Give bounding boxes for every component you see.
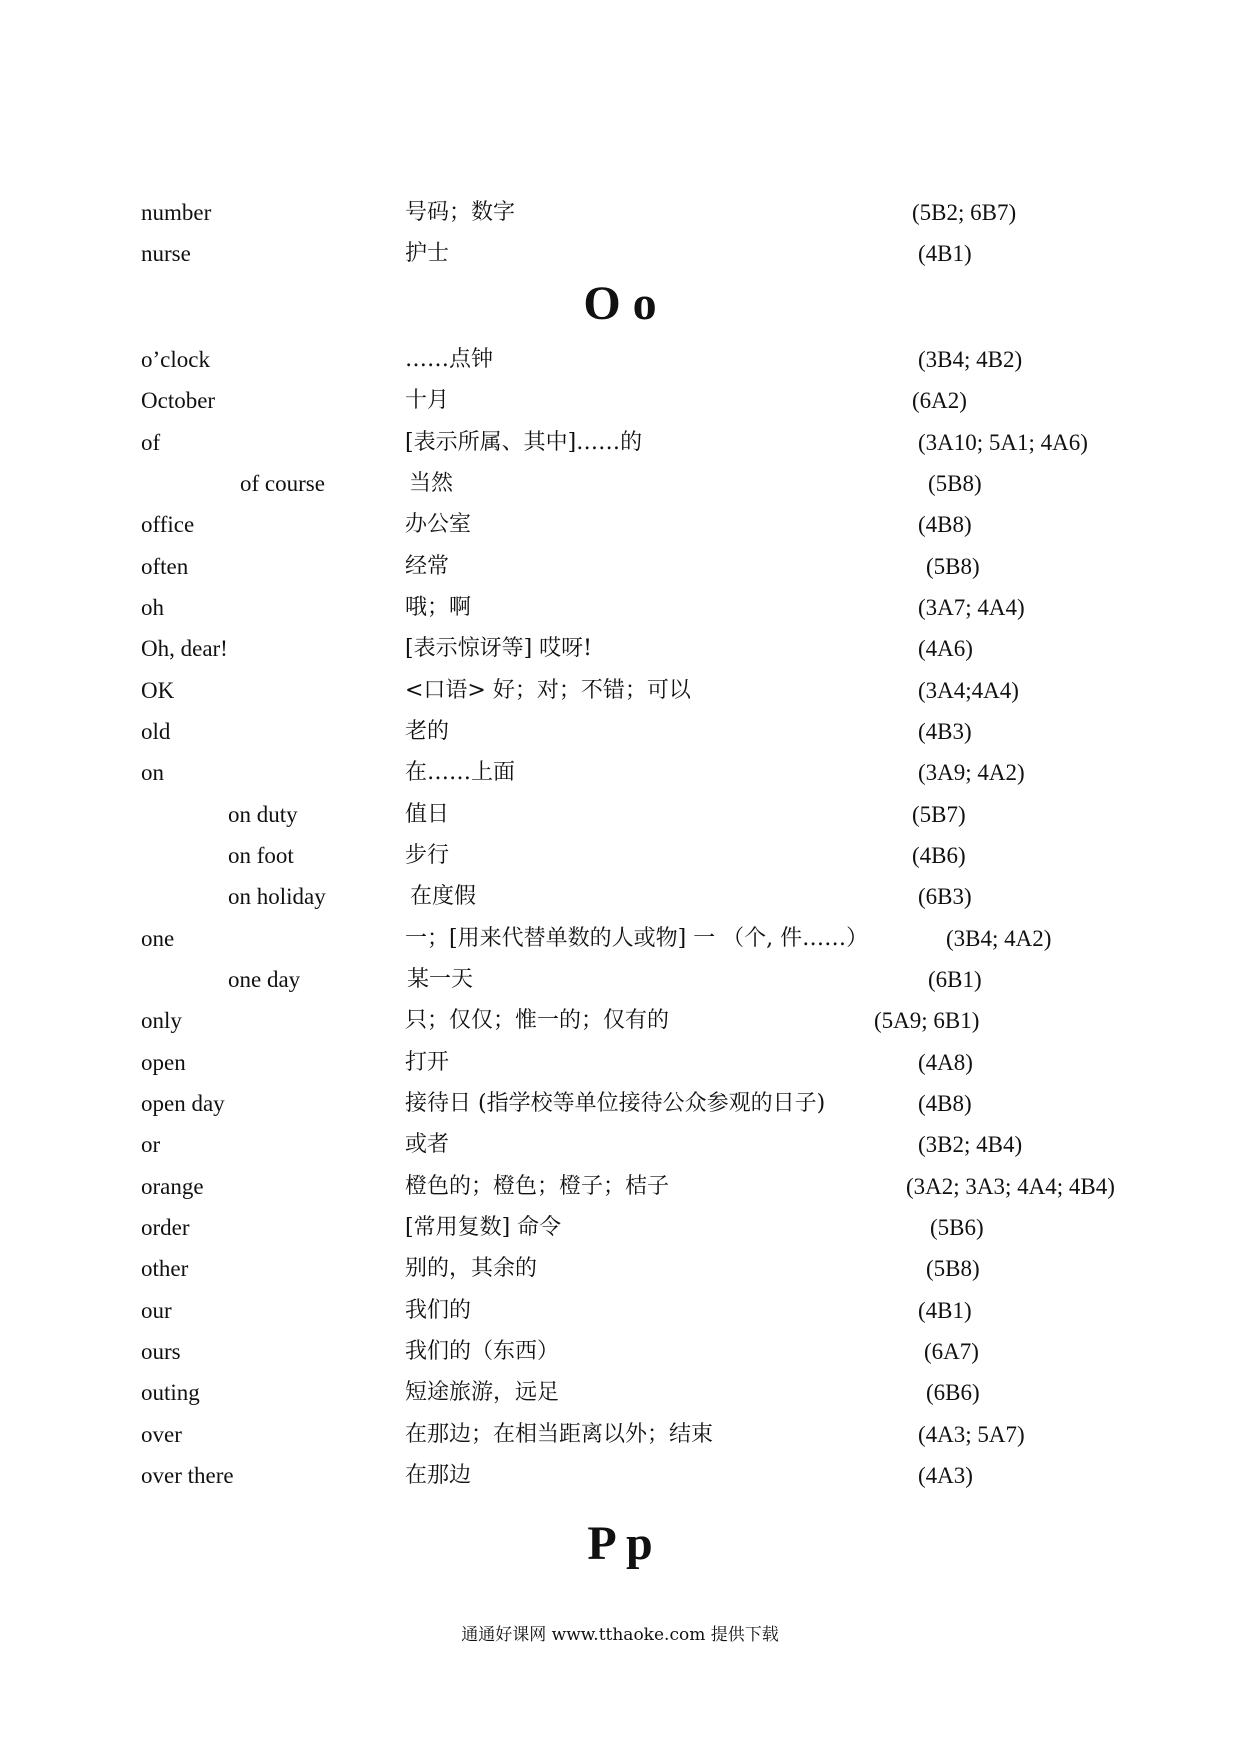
entry-row (0, 381, 1240, 421)
entry-row (0, 1332, 1240, 1372)
entry-word: nurse (141, 241, 191, 266)
entry-word: over there (141, 1463, 234, 1488)
entry-meaning: 我们的 (405, 1298, 472, 1323)
entry-ref: (4A3) (918, 1463, 973, 1488)
entry-ref: (6B1) (928, 967, 982, 992)
entry-row (0, 671, 1240, 711)
entry-ref: (3A7; 4A4) (918, 595, 1025, 620)
entry-row (0, 919, 1240, 959)
entry-row (0, 1043, 1240, 1083)
entry-meaning: 老的 (405, 719, 450, 744)
entry-row (0, 505, 1240, 545)
entry-word: of course (240, 471, 325, 496)
entry-row (0, 877, 1240, 917)
entry-ref: (6B3) (918, 884, 972, 909)
entry-row (0, 1208, 1240, 1248)
entry-word: October (141, 388, 216, 413)
entry-word: office (141, 512, 195, 537)
entry-row (0, 1167, 1240, 1207)
entry-meaning: 我们的（东西） (405, 1339, 560, 1364)
entry-meaning: 步行 (405, 843, 450, 868)
entry-ref: (3A2; 3A3; 4A4; 4B4) (906, 1174, 1115, 1199)
entry-row (0, 234, 1240, 274)
entry-meaning: 只；仅仅；惟一的；仅有的 (405, 1008, 670, 1033)
letter-heading: O o (583, 277, 657, 330)
entry-ref: (5B2; 6B7) (912, 200, 1017, 225)
entry-word: only (141, 1008, 182, 1033)
entry-ref: (5B7) (912, 802, 966, 827)
entry-ref: (4B1) (918, 241, 972, 266)
entry-meaning: 短途旅游，远足 (405, 1380, 560, 1405)
page-footer: 通通好课网 www.tthaoke.com 提供下载 (461, 1625, 779, 1645)
entry-word: Oh, dear! (141, 636, 228, 661)
entry-meaning: 橙色的；橙色；橙子；桔子 (405, 1174, 670, 1199)
entry-ref: (4A8) (918, 1050, 973, 1075)
letter-heading: P p (587, 1517, 653, 1570)
entry-meaning: 办公室 (405, 512, 472, 537)
entry-row (0, 1415, 1240, 1455)
entry-meaning: [常用复数] 命令 (405, 1215, 562, 1240)
entry-word: our (141, 1298, 172, 1323)
entry-row (0, 712, 1240, 752)
entry-word: on (141, 760, 164, 785)
entry-meaning: 十月 (405, 388, 450, 413)
entry-word: outing (141, 1380, 200, 1405)
entry-meaning: 号码；数字 (405, 200, 516, 225)
entry-ref: (4A3; 5A7) (918, 1422, 1025, 1447)
entry-meaning: 在度假 (410, 884, 477, 909)
entry-row (0, 753, 1240, 793)
entry-word: OK (141, 678, 175, 703)
entry-word: on duty (228, 802, 298, 827)
entry-ref: (6A7) (924, 1339, 979, 1364)
entry-ref: (3B4; 4A2) (946, 926, 1052, 951)
entry-meaning: 值日 (405, 802, 450, 827)
entry-ref: (4A6) (918, 636, 973, 661)
entry-row (0, 1291, 1240, 1331)
entry-ref: (4B3) (918, 719, 972, 744)
entry-word: oh (141, 595, 164, 620)
entry-ref: (5B8) (926, 554, 980, 579)
entry-row (0, 423, 1240, 463)
entry-word: one (141, 926, 175, 951)
entry-meaning: 别的，其余的 (405, 1256, 538, 1281)
entry-row (0, 193, 1240, 233)
entry-row (0, 588, 1240, 628)
entry-meaning: [表示所属、其中]……的 (405, 430, 643, 455)
entry-ref: (6B6) (926, 1380, 980, 1405)
entry-row (0, 340, 1240, 380)
entry-meaning: 打开 (405, 1050, 450, 1075)
entry-row (0, 836, 1240, 876)
entry-meaning: 哦；啊 (405, 595, 472, 620)
entry-row (0, 1456, 1240, 1496)
entry-word: of (141, 430, 161, 455)
entry-row (0, 547, 1240, 587)
entry-meaning: 经常 (405, 554, 450, 579)
entry-ref: (4B8) (918, 1091, 972, 1116)
entry-row (0, 1125, 1240, 1165)
entry-row (0, 960, 1240, 1000)
entry-ref: (4B6) (912, 843, 966, 868)
entry-word: order (141, 1215, 190, 1240)
entry-word: old (141, 719, 171, 744)
entry-word: on holiday (228, 884, 326, 909)
entry-ref: (5B6) (930, 1215, 984, 1240)
entry-row (0, 629, 1240, 669)
entry-meaning: [表示惊讶等] 哎呀! (405, 636, 593, 661)
entry-ref: (3A4;4A4) (918, 678, 1019, 703)
entry-row (0, 464, 1240, 504)
entry-meaning: 在……上面 (405, 760, 516, 785)
entry-ref: (3A9; 4A2) (918, 760, 1025, 785)
entry-row (0, 795, 1240, 835)
entry-ref: (3B4; 4B2) (918, 347, 1023, 372)
entry-word: open (141, 1050, 186, 1075)
entry-ref: (5B8) (926, 1256, 980, 1281)
entry-ref: (6A2) (912, 388, 967, 413)
entry-word: other (141, 1256, 189, 1281)
entry-ref: (4B8) (918, 512, 972, 537)
entry-ref: (3A10; 5A1; 4A6) (918, 430, 1088, 455)
entry-meaning: ……点钟 (405, 347, 494, 372)
entry-meaning: 在那边 (405, 1463, 472, 1488)
entry-word: open day (141, 1091, 225, 1116)
entry-row (0, 1084, 1240, 1124)
entry-word: often (141, 554, 189, 579)
entry-ref: (5A9; 6B1) (874, 1008, 980, 1033)
entry-word: orange (141, 1174, 204, 1199)
entry-meaning: 某一天 (407, 967, 474, 992)
entry-row (0, 1001, 1240, 1041)
entry-word: or (141, 1132, 161, 1157)
entry-word: on foot (228, 843, 294, 868)
entry-meaning: 当然 (409, 471, 454, 496)
entry-word: number (141, 200, 212, 225)
entry-meaning: <口语> 好；对；不错；可以 (405, 678, 691, 703)
entry-row (0, 1373, 1240, 1413)
entry-word: ours (141, 1339, 181, 1364)
entry-word: over (141, 1422, 182, 1447)
entry-meaning: 或者 (405, 1132, 450, 1157)
entry-ref: (4B1) (918, 1298, 972, 1323)
entry-meaning: 接待日 (指学校等单位接待公众参观的日子) (405, 1091, 826, 1116)
entry-meaning: 护士 (405, 241, 450, 266)
entry-word: o’clock (141, 347, 210, 372)
entry-row (0, 1249, 1240, 1289)
entry-ref: (5B8) (928, 471, 982, 496)
entry-meaning: 在那边；在相当距离以外；结束 (405, 1422, 714, 1447)
entry-word: one day (228, 967, 301, 992)
entry-meaning: 一；[用来代替单数的人或物] 一 （个, 件……） (405, 926, 869, 951)
entry-ref: (3B2; 4B4) (918, 1132, 1023, 1157)
